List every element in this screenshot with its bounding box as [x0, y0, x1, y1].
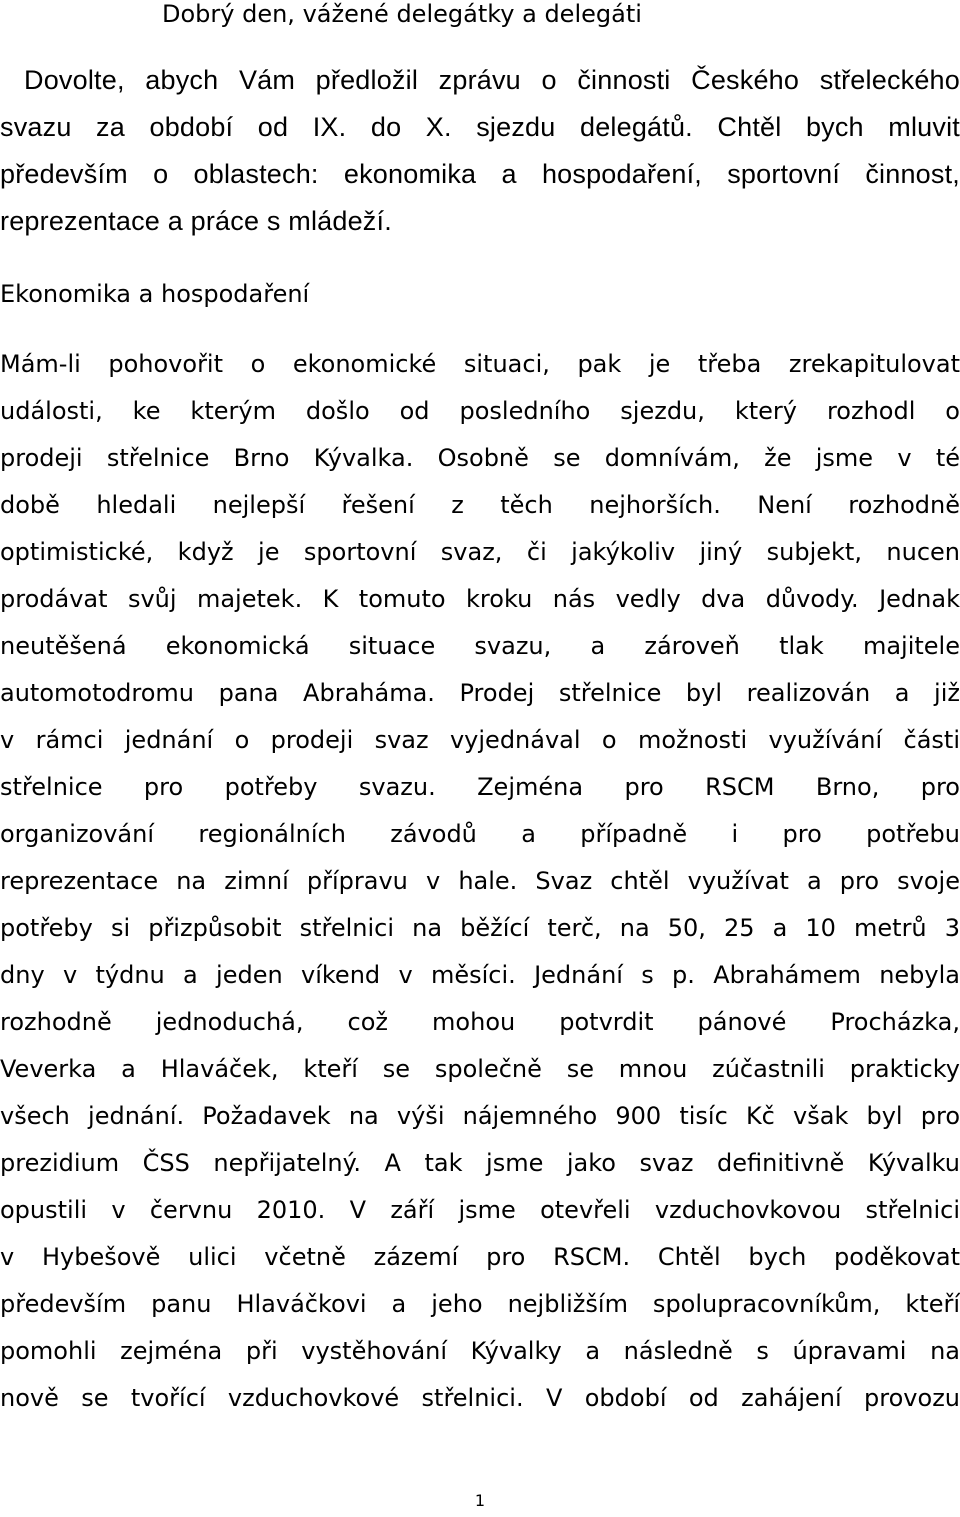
body-line: dny v týdnu a jeden víkend v měsíci. Jednání s p. Abrahámem nebyla — [0, 961, 960, 989]
body-line: neutěšená ekonomická situace svazu, a zároveň tlak majitele — [0, 632, 960, 660]
section-heading: Ekonomika a hospodaření — [0, 280, 310, 308]
body-line: všech jednání. Požadavek na výši nájemného 900 tisíc Kč však byl pro — [0, 1102, 960, 1130]
body-line: prezidium ČSS nepřijatelný. A tak jsme jako svaz definitivně Kývalku — [0, 1149, 960, 1177]
body-line: Veverka a Hlaváček, kteří se společně se mnou zúčastnili prakticky — [0, 1055, 960, 1083]
intro-line: svazu za období od IX. do X. sjezdu delegátů. Chtěl bych mluvit — [0, 112, 960, 142]
body-line: v Hybešově ulici včetně zázemí pro RSCM. Chtěl bych poděkovat — [0, 1243, 960, 1271]
body-line: pomohli zejména při vystěhování Kývalky a následně s úpravami na — [0, 1337, 960, 1365]
body-line: reprezentace na zimní přípravu v hale. Svaz chtěl využívat a pro svoje — [0, 867, 960, 895]
body-line: potřeby si přizpůsobit střelnici na běžící terč, na 50, 25 a 10 metrů 3 — [0, 914, 960, 942]
greeting-line: Dobrý den, vážené delegátky a delegáti — [162, 0, 642, 28]
body-line: prodávat svůj majetek. K tomuto kroku nás vedly dva důvody. Jednak — [0, 585, 960, 613]
body-line: nově se tvořící vzduchovkové střelnici. V období od zahájení provozu — [0, 1384, 960, 1412]
body-line: organizování regionálních závodů a případně i pro potřebu — [0, 820, 960, 848]
body-line: optimistické, když je sportovní svaz, či jakýkoliv jiný subjekt, nucen — [0, 538, 960, 566]
intro-line: reprezentace a práce s mládeží. — [0, 206, 392, 236]
intro-paragraph — [0, 57, 960, 245]
body-line: střelnice pro potřeby svazu. Zejména pro RSCM Brno, pro — [0, 773, 960, 801]
intro-line: především o oblastech: ekonomika a hospodaření, sportovní činnost, — [0, 159, 960, 189]
page-number: 1 — [474, 1491, 486, 1510]
body-line: události, ke kterým došlo od posledního sjezdu, který rozhodl o — [0, 397, 960, 425]
body-line: opustili v červnu 2010. V září jsme otevřeli vzduchovkovou střelnici — [0, 1196, 960, 1224]
body-paragraph — [0, 341, 960, 1422]
body-line: v rámci jednání o prodeji svaz vyjednával o možnosti využívání části — [0, 726, 960, 754]
body-line: Mám-li pohovořit o ekonomické situaci, pak je třeba zrekapitulovat — [0, 350, 960, 378]
body-line: rozhodně jednoduchá, což mohou potvrdit pánové Procházka, — [0, 1008, 960, 1036]
body-line: prodeji střelnice Brno Kývalka. Osobně se domnívám, že jsme v té — [0, 444, 960, 472]
intro-line: Dovolte, abych Vám předložil zprávu o činnosti Českého střeleckého — [24, 65, 960, 95]
body-line: době hledali nejlepší řešení z těch nejhorších. Není rozhodně — [0, 491, 960, 519]
body-line: především panu Hlaváčkovi a jeho nejbližším spolupracovníkům, kteří — [0, 1290, 960, 1318]
body-line: automotodromu pana Abraháma. Prodej střelnice byl realizován a již — [0, 679, 960, 707]
